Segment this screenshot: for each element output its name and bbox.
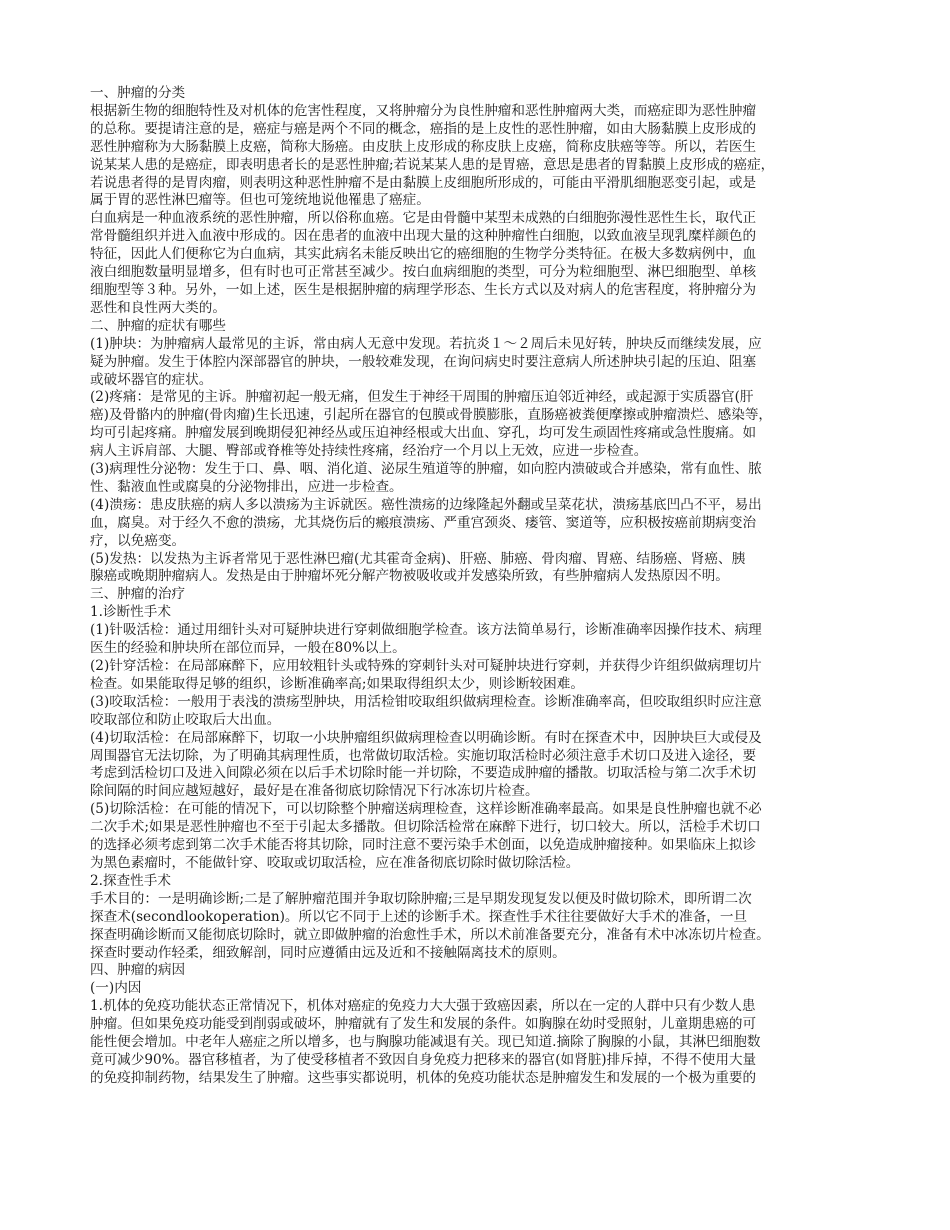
text-line: 癌)及骨骼内的肿瘤(骨肉瘤)生长迅速，引起所在器官的包膜或骨膜膨胀，直肠癌被粪便摩擦或肿瘤溃烂、感染等，	[90, 407, 773, 424]
text-line: 1.诊断性手术	[90, 604, 171, 621]
text-line: (一)内因	[90, 980, 142, 997]
text-line: 根据新生物的细胞特性及对机体的危害性程度，又将肿瘤分为良性肿瘤和恶性肿瘤两大类，而癌症即为恶性肿瘤	[90, 102, 757, 119]
text-line: 探查明确诊断而又能彻底切除时，就立即做肿瘤的治愈性手术，所以术前准备要充分，准备有术中冰冻切片检查。	[90, 926, 770, 943]
text-line: 四、肿瘤的病因	[90, 962, 186, 979]
text-line: 除间隔的时间应越短越好，最好是在准备彻底切除情况下行冰冻切片检查。	[90, 783, 539, 800]
text-line: 竟可减少90%。器官移植者，为了使受移植者不致因自身免疫力把移来的器官(如肾脏)排斥掉，不得不使用大量	[90, 1051, 757, 1068]
text-line: 细胞型等３种。另外，一如上述，医生是根据肿瘤的病理学形态、生长方式以及对病人的危害程度，将肿瘤分为	[90, 281, 757, 298]
text-line: 均可引起疼痛。肿瘤发展到晚期侵犯神经丛或压迫神经根或大出血、穿孔，均可发生顽固性疼痛或急性腹痛。如	[90, 425, 757, 442]
text-line: 为黑色素瘤时，不能做针穿、咬取或切取活检，应在准备彻底切除时做切除活检。	[90, 854, 580, 871]
text-line: 腺癌或晚期肿瘤病人。发热是由于肿瘤坏死分解产物被吸收或并发感染所致，有些肿瘤病人发热原因不明。	[90, 568, 729, 585]
text-line: 说某某人患的是癌症，即表明患者长的是恶性肿瘤;若说某某人患的是胃癌，意思是患者的胃黏膜上皮形成的癌症，	[90, 156, 775, 173]
text-line: 的免疫抑制药物，结果发生了肿瘤。这些事实都说明，机体的免疫功能状态是肿瘤发生和发展的一个极为重要的	[90, 1069, 757, 1086]
text-line: 性、黏液血性或腐臭的分泌物排出，应进一步检查。	[90, 478, 403, 495]
text-line: (2)针穿活检：在局部麻醉下，应用较粗针头或特殊的穿刺针头对可疑肿块进行穿刺，并获得少许组织做病理切片	[90, 658, 762, 674]
text-line: (3)咬取活检：一般用于表浅的溃疡型肿块，用活检钳咬取组织做病理检查。诊断准确率高，但咬取组织时应注意	[90, 693, 762, 710]
text-line: 2.探查性手术	[90, 872, 171, 889]
text-line: 1.机体的免疫功能状态正常情况下，机体对癌症的免疫力大大强于致癌因素，所以在一定的人群中只有少数人患	[90, 998, 756, 1015]
text-line: 白血病是一种血液系统的恶性肿瘤，所以俗称血癌。它是由骨髓中某型未成熟的白细胞弥漫性恶性生长，取代正	[90, 210, 757, 227]
text-line: 周围器官无法切除，为了明确其病理性质，也常做切取活检。实施切取活检时必须注意手术切口及进入途径，要	[90, 747, 757, 764]
text-line: 三、肿瘤的治疗	[90, 586, 186, 603]
text-line: (1)针吸活检：通过用细针头对可疑肿块进行穿刺做细胞学检查。该方法简单易行，诊断准确率因操作技术、病理	[90, 622, 762, 639]
text-line: (4)切取活检：在局部麻醉下，切取一小块肿瘤组织做病理检查以明确诊断。有时在探查术中，因肿块巨大或侵及	[90, 729, 762, 746]
text-line: 常骨髓组织并进入血液中形成的。因在患者的血液中出现大量的这种肿瘤性白细胞，以致血液呈现乳糜样颜色的	[90, 228, 757, 245]
text-line: 疗，以免癌变。	[90, 532, 186, 549]
text-line: 探查术(secondlookoperation)。所以它不同于上述的诊断手术。探查性手术往往要做好大手术的准备，一旦	[90, 908, 748, 925]
text-line: 血，腐臭。对于经久不愈的溃疡，尤其烧伤后的瘢痕溃疡、严重宫颈炎、瘘管、窦道等，应积极按癌前期病变治	[90, 514, 757, 531]
text-line: 的选择必须考虑到第二次手术能否将其切除，同时注意不要污染手术创面，以免造成肿瘤接种。如果临床上拟诊	[90, 837, 757, 854]
text-line: 属于胃的恶性淋巴瘤等。但也可笼统地说他罹患了癌症。	[90, 192, 430, 209]
text-line: 检查。如果能取得足够的组织，诊断准确率高;如果取得组织太少，则诊断较困难。	[90, 675, 584, 692]
text-line: 疑为肿瘤。发生于体腔内深部器官的肿块，一般较难发现，在询问病史时要注意病人所述肿块引起的压迫、阻塞	[90, 353, 757, 370]
text-line: (5)发热：以发热为主诉者常见于恶性淋巴瘤(尤其霍奇金病)、肝癌、肺癌、骨肉瘤、胃癌、结肠癌、肾癌、胰	[90, 550, 746, 567]
text-line: 肿瘤。但如果免疫功能受到削弱或破坏，肿瘤就有了发生和发展的条件。如胸腺在幼时受照射，儿童期患癌的可	[90, 1016, 757, 1033]
text-line: (5)切除活检：在可能的情况下，可以切除整个肿瘤送病理检查，这样诊断准确率最高。如果是良性肿瘤也就不必	[90, 801, 762, 818]
text-line: 一、肿瘤的分类	[90, 85, 186, 101]
text-line: 恶性和良性两大类的。	[90, 299, 226, 316]
text-line: 二次手术;如果是恶性肿瘤也不至于引起太多播散。但切除活检常在麻醉下进行，切口较大。所以，活检手术切口	[90, 819, 761, 836]
text-line: 探查时要动作轻柔，细致解剖，同时应遵循由远及近和不接触隔离技术的原则。	[90, 944, 566, 961]
text-line: 若说患者得的是胃肉瘤，则表明这种恶性肿瘤不是由黏膜上皮细胞所形成的，可能由平滑肌细胞恶变引起，或是	[90, 174, 757, 191]
text-line: 二、肿瘤的症状有哪些	[90, 317, 226, 334]
text-line: (4)溃疡：患皮肤癌的病人多以溃疡为主诉就医。癌性溃疡的边缘隆起外翻或呈菜花状，溃疡基底凹凸不平，易出	[90, 496, 762, 513]
text-line: (1)肿块：为肿瘤病人最常见的主诉，常由病人无意中发现。若抗炎１～２周后未见好转，肿块反而继续发展，应	[90, 335, 762, 352]
text-line: 手术目的：一是明确诊断;二是了解肿瘤范围并争取切除肿瘤;三是早期发现复发以便及时做切除术，即所谓二次	[90, 890, 752, 907]
text-line: (2)疼痛：是常见的主诉。肿瘤初起一般无痛，但发生于神经干周围的肿瘤压迫邻近神经，或起源于实质器官(肝	[90, 389, 754, 406]
text-line: 考虑到活检切口及进入间隙必须在以后手术切除时能一并切除，不要造成肿瘤的播散。切取活检与第二次手术切	[90, 765, 757, 782]
text-line: 或破坏器官的症状。	[90, 371, 213, 388]
text-line: 液白细胞数量明显增多，但有时也可正常甚至减少。按白血病细胞的类型，可分为粒细胞型、淋巴细胞型、单核	[90, 264, 757, 281]
text-line: 能性便会增加。中老年人癌症之所以增多，也与胸腺功能减退有关。现已知道.摘除了胸腺的小鼠，其淋巴细胞数	[90, 1034, 761, 1051]
text-line: 恶性肿瘤称为大肠黏膜上皮癌，简称大肠癌。由皮肤上皮形成的称皮肤上皮癌，简称皮肤癌等等。所以，若医生	[90, 138, 757, 155]
text-line: 医生的经验和肿块所在部位而异，一般在80%以上。	[90, 640, 406, 657]
text-line: (3)病理性分泌物：发生于口、鼻、咽、消化道、泌尿生殖道等的肿瘤，如向腔内溃破或合并感染，常有血性、脓	[90, 461, 762, 478]
text-line: 咬取部位和防止咬取后大出血。	[90, 711, 281, 728]
text-line: 病人主诉肩部、大腿、臀部或脊椎等处持续性疼痛，经治疗一个月以上无效，应进一步检查。	[90, 443, 648, 460]
text-line: 特征，因此人们便称它为白血病，其实此病名未能反映出它的癌细胞的生物学分类特征。在极大多数病例中，血	[90, 246, 757, 263]
text-line: 的总称。要提请注意的是，癌症与癌是两个不同的概念，癌指的是上皮性的恶性肿瘤，如由大肠黏膜上皮形成的	[90, 120, 757, 137]
